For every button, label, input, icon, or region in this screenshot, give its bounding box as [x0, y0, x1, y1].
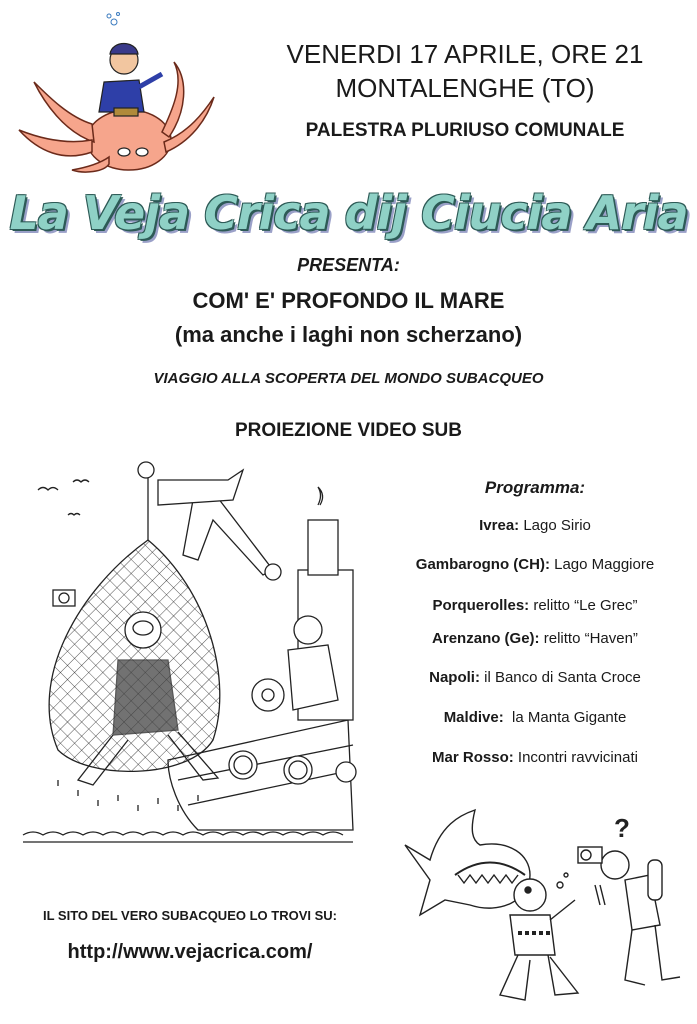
program-item-place: Napoli:	[429, 669, 480, 686]
program-item-place: Mar Rosso:	[432, 749, 514, 766]
program-item-site: il Banco di Santa Croce	[484, 669, 641, 686]
octopus-diver-icon	[14, 12, 226, 177]
event-location: MONTALENGHE (TO)	[335, 73, 595, 103]
program-item-site: Lago Maggiore	[554, 556, 655, 573]
program-item-site: Lago Sirio	[523, 517, 591, 534]
program-item-place: Maldive:	[443, 709, 504, 726]
program-item	[380, 517, 690, 534]
net-diver-illustration	[18, 460, 358, 850]
program-item	[380, 630, 690, 647]
program-item-site: relitto “Le Grec”	[533, 597, 638, 614]
program-item-place: Porquerolles:	[432, 597, 530, 614]
show-subtitle: (ma anche i laghi non scherzano)	[174, 322, 523, 347]
organizer-logo-title: La Veja Crica dij Ciucia Aria	[9, 186, 688, 240]
program-item-site: relitto “Haven”	[543, 630, 638, 647]
event-date-time: VENERDI 17 APRILE, ORE 21	[286, 39, 644, 69]
show-title: COM' E' PROFONDO IL MARE	[192, 288, 505, 313]
show-tagline: VIAGGIO ALLA SCOPERTA DEL MONDO SUBACQUEO	[153, 370, 544, 387]
show-format: PROIEZIONE VIDEO SUB	[235, 420, 462, 441]
question-mark-label: ?	[614, 813, 630, 843]
program-item-place: Ivrea:	[479, 517, 520, 534]
program-item-place: Gambarogno (CH):	[415, 556, 550, 573]
program-heading: Programma:	[484, 478, 586, 497]
website-label: IL SITO DEL VERO SUBACQUEO LO TROVI SU:	[43, 908, 337, 923]
program-item	[380, 749, 690, 766]
shark-divers-illustration	[400, 805, 690, 1015]
presents-label: PRESENTA:	[297, 255, 400, 275]
program-item-site: la Manta Gigante	[512, 709, 627, 726]
program-item-place: Arenzano (Ge):	[432, 630, 540, 647]
program-item	[380, 556, 690, 573]
program-item	[380, 669, 690, 686]
website-url-link[interactable]: http://www.vejacrica.com/	[67, 941, 313, 963]
program-item	[380, 709, 690, 726]
event-venue: PALESTRA PLURIUSO COMUNALE	[305, 120, 625, 141]
program-item	[380, 597, 690, 614]
program-item-site: Incontri ravvicinati	[517, 749, 638, 766]
